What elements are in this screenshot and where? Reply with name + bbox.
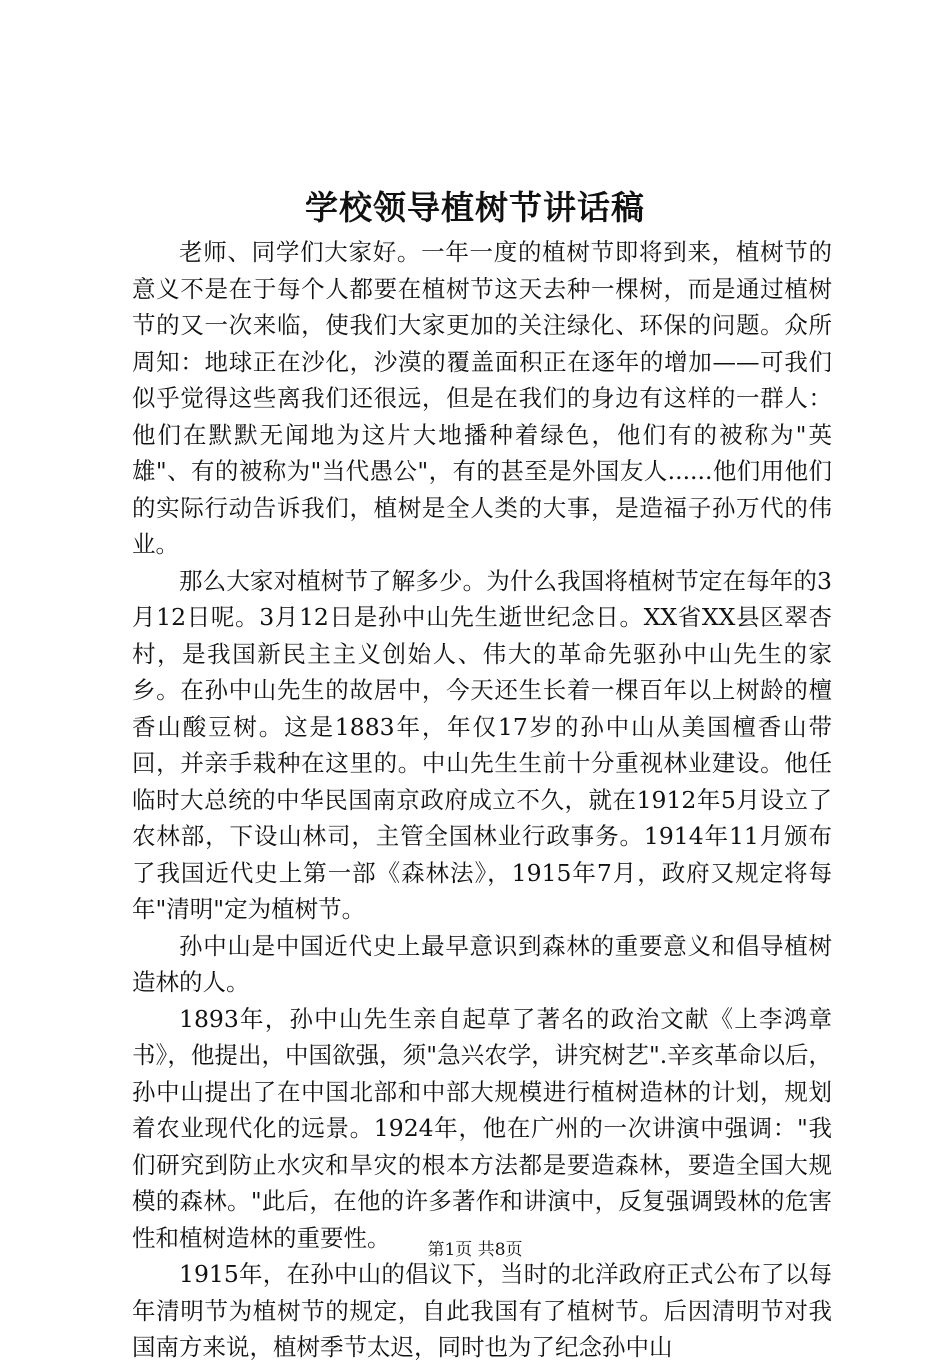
- paragraph-4: 1893年，孙中山先生亲自起草了著名的政治文献《上李鸿章书》，他提出，中国欲强，须"急兴农学，讲究树艺".辛亥革命以后，孙中山提出了在中国北部和中部大规模进行植树造林的计划，规划着农业现代化的远景。1924年，他在广州的一次讲演中强调："我们研究到防止水灾和旱灾的根本方法都是要造森林，要造全国大规模的森林。"此后，在他的许多著作和讲演中，反复强调毁林的危害性和植树造林的重要性。: [132, 1004, 832, 1252]
- document-body: [132, 234, 832, 1366]
- paragraph-2: 那么大家对植树节了解多少。为什么我国将植树节定在每年的3月12日呢。3月12日是孙中山先生逝世纪念日。XX省XX县区翠杏村，是我国新民主主义创始人、伟大的革命先驱孙中山先生的家乡。在孙中山先生的故居中，今天还生长着一棵百年以上树龄的檀香山酸豆树。这是1883年，年仅17岁的孙中山从美国檀香山带回，并亲手栽种在这里的。中山先生生前十分重视林业建设。他任临时大总统的中华民国南京政府成立不久，就在1912年5月设立了农林部，下设山林司，主管全国林业行政事务。1914年11月颁布了我国近代史上第一部《森林法》，1915年7月，政府又规定将每年"清明"定为植树节。: [132, 566, 832, 923]
- paragraph-3: 孙中山是中国近代史上最早意识到森林的重要意义和倡导植树造林的人。: [132, 931, 832, 996]
- document-title: 学校领导植树节讲话稿: [305, 188, 645, 227]
- paragraph-5: 1915年，在孙中山的倡议下，当时的北洋政府正式公布了以每年清明节为植树节的规定，自此我国有了植树节。后因清明节对我国南方来说，植树季节太迟，同时也为了纪念孙中山: [132, 1260, 832, 1361]
- page-footer: 第1页 共8页: [427, 1240, 523, 1260]
- paragraph-1: 老师、同学们大家好。一年一度的植树节即将到来，植树节的意义不是在于每个人都要在植树节这天去种一棵树，而是通过植树节的又一次来临，使我们大家更加的关注绿化、环保的问题。众所周知：地球正在沙化，沙漠的覆盖面积正在逐年的增加——可我们似乎觉得这些离我们还很远，但是在我们的身边有这样的一群人：他们在默默无闻地为这片大地播种着绿色，他们有的被称为"英雄"、有的被称为"当代愚公"，有的甚至是外国友人......他们用他们的实际行动告诉我们，植树是全人类的大事，是造福子孙万代的伟业。: [132, 238, 832, 558]
